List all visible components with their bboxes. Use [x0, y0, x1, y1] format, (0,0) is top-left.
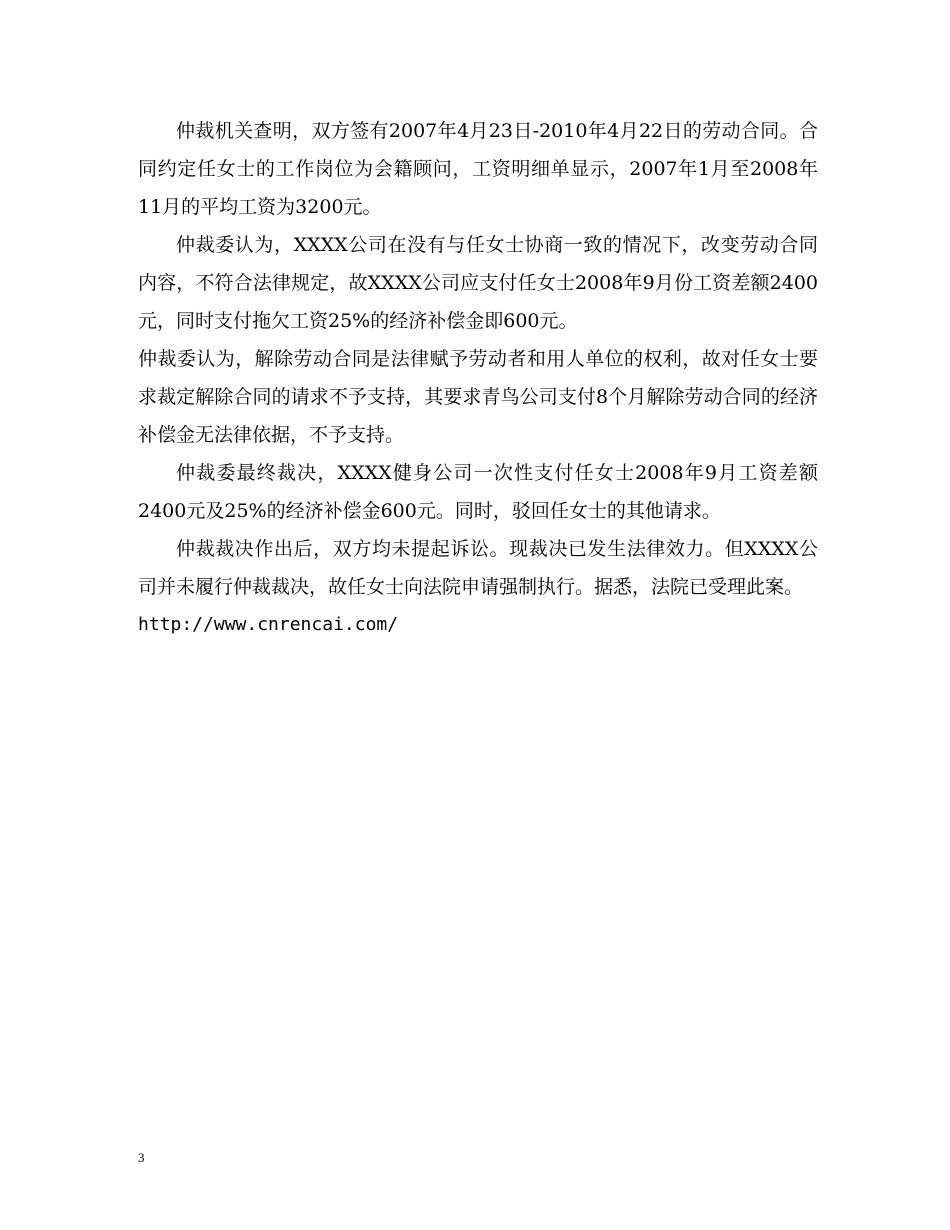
page-number: 3 — [138, 1150, 145, 1165]
source-url: http://www.cnrencai.com/ — [138, 614, 399, 635]
paragraph-findings: 仲裁机关查明，双方签有2007年4月23日-2010年4月22日的劳动合同。合同约定任女士的工作岗位为会籍顾问，工资明细单显示，2007年1月至2008年11月的平均工资为3200元。 — [138, 120, 818, 218]
paragraph-ruling-termination: 仲裁委认为，解除劳动合同是法律赋予劳动者和用人单位的权利，故对任女士要求裁定解除合同的请求不予支持，其要求青鸟公司支付8个月解除劳动合同的经济补偿金无法律依据，不予支持。 — [138, 348, 818, 446]
document-body — [138, 112, 818, 644]
paragraph-final-award: 仲裁委最终裁决，XXXX健身公司一次性支付任女士2008年9月工资差额2400元及25%的经济补偿金600元。同时，驳回任女士的其他请求。 — [138, 462, 818, 522]
paragraph-enforcement: 仲裁裁决作出后，双方均未提起诉讼。现裁决已发生法律效力。但XXXX公司并未履行仲裁裁决，故任女士向法院申请强制执行。据悉，法院已受理此案。 — [138, 538, 818, 598]
paragraph-ruling-wage-difference: 仲裁委认为，XXXX公司在没有与任女士协商一致的情况下，改变劳动合同内容，不符合法律规定，故XXXX公司应支付任女士2008年9月份工资差额2400元，同时支付拖欠工资25%的经济补偿金即600元。 — [138, 234, 818, 332]
